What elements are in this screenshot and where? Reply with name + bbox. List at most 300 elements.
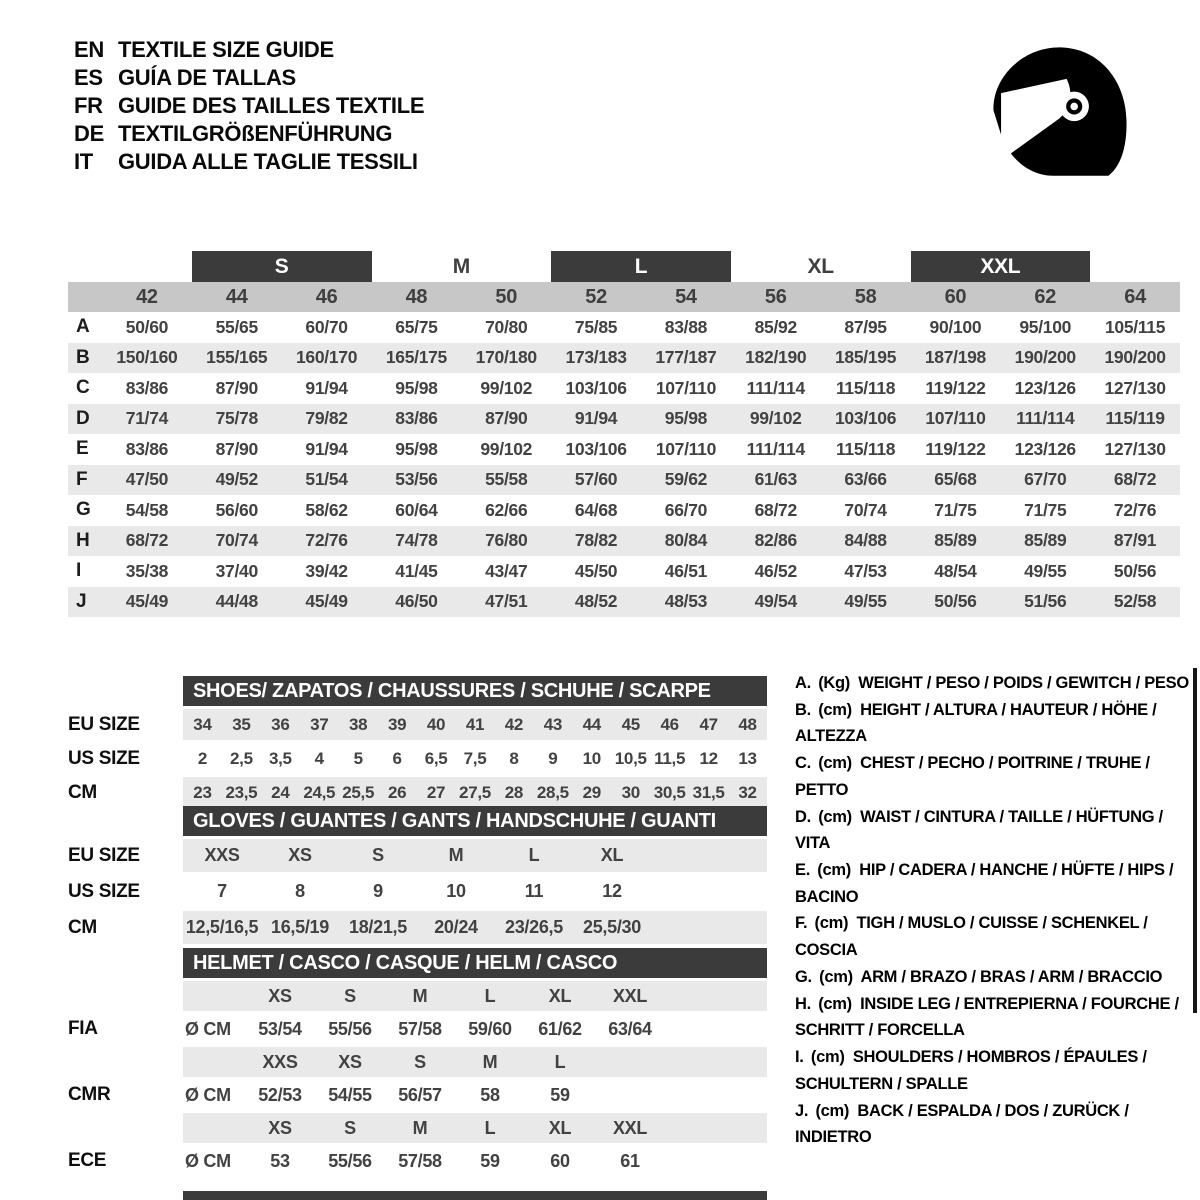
language-title: GUIDE DES TAILLES TEXTILE [118, 93, 425, 118]
glove-size-value: 20/24 [434, 917, 478, 937]
gloves-title: GLOVES / GUANTES / GANTS / HANDSCHUHE / GUANTI [193, 809, 716, 832]
helmet-unit: Ø CM [185, 1150, 231, 1171]
legend-item [795, 804, 1199, 857]
shoes-title-bar [183, 676, 767, 706]
size-value: 103/106 [565, 438, 627, 459]
shoe-size-value: 40 [426, 714, 446, 734]
helmet-standard-label: ECE [68, 1150, 107, 1171]
size-table-row [68, 465, 1180, 496]
size-value: 111/114 [746, 438, 805, 459]
legend-text: CHEST / PECHO / POITRINE / TRUHE / PETTO [795, 754, 1150, 799]
glove-size-value: 18/21,5 [349, 917, 407, 937]
helmet-standard-label: FIA [68, 1018, 98, 1039]
size-value: 103/106 [565, 377, 627, 398]
legend-item [795, 670, 1199, 697]
helmet-size-label: XL [548, 985, 572, 1006]
helmet-size-headers [183, 1047, 767, 1077]
size-value: 190/200 [1104, 347, 1166, 368]
helmet-size-label: S [414, 1051, 426, 1072]
helmet-values [183, 1146, 767, 1176]
size-value: 150/160 [116, 347, 178, 368]
helmet-value-row [68, 1014, 768, 1044]
helmet-section [68, 948, 768, 1176]
shoes-row [68, 743, 768, 774]
size-value: 35/38 [125, 560, 169, 581]
size-value: 71/75 [934, 499, 977, 520]
size-value: 84/88 [844, 530, 887, 551]
row-letter: C [76, 377, 90, 399]
legend-text: INSIDE LEG / ENTREPIERNA / FOURCHE / SCHRITT / FORCELLA [795, 994, 1179, 1040]
legend-key: C. [795, 754, 811, 773]
size-value: 48/52 [574, 591, 618, 612]
glove-size-value: L [528, 845, 540, 865]
glove-size-value: 16,5/19 [271, 917, 329, 937]
helmet-values [183, 1014, 767, 1044]
racing-helmet-icon [983, 36, 1135, 192]
helmet-size-label: S [344, 1117, 356, 1138]
legend-unit: (cm) [819, 967, 853, 986]
helmet-size-headers [183, 981, 767, 1011]
legend-key: E. [795, 861, 810, 880]
size-value: 115/118 [835, 438, 896, 459]
legend-text: TIGH / MUSLO / CUISSE / SCHENKEL / COSCIA [795, 914, 1148, 960]
size-value: 47/50 [125, 469, 169, 490]
size-value: 91/94 [305, 377, 348, 398]
shoe-size-value: 24,5 [303, 782, 336, 802]
size-value: 177/187 [655, 347, 717, 368]
legend-unit: (Kg) [818, 674, 850, 692]
size-value: 75/78 [215, 408, 258, 429]
size-value: 41/45 [395, 560, 438, 581]
legend-text: SHOULDERS / HOMBROS / ÉPAULES / SCHULTERN / SPALLE [795, 1048, 1147, 1093]
language-row [74, 36, 424, 64]
legend-unit: (cm) [814, 914, 849, 933]
size-value: 65/75 [395, 316, 438, 337]
language-row [74, 64, 424, 92]
size-value: 165/175 [385, 347, 447, 368]
legend-item [795, 1098, 1199, 1151]
row-label: EU SIZE [68, 713, 140, 735]
size-band: S [192, 251, 372, 282]
row-values [183, 839, 767, 872]
numeric-size: 54 [675, 285, 697, 308]
size-value: 83/86 [125, 438, 169, 459]
helmet-size-value: 59 [550, 1084, 570, 1105]
size-value: 182/190 [745, 347, 807, 368]
shoes-row [68, 777, 768, 808]
shoe-size-value: 9 [548, 748, 558, 768]
helmet-size-label: L [554, 1051, 566, 1072]
legend-text: HIP / CADERA / HANCHE / HÜFTE / HIPS / BACINO [795, 861, 1174, 906]
size-value: 123/126 [1014, 438, 1076, 459]
helmet-size-label: XS [268, 985, 292, 1006]
legend-text: HEIGHT / ALTURA / HAUTEUR / HÖHE / ALTEZZA [795, 700, 1157, 746]
shoe-size-value: 31,5 [692, 782, 725, 802]
size-value: 50/56 [934, 591, 977, 612]
shoe-size-value: 8 [509, 748, 519, 768]
shoe-size-value: 30 [621, 782, 640, 802]
size-table-row [68, 343, 1180, 374]
shoe-size-value: 37 [310, 714, 329, 734]
size-table-body [68, 312, 1180, 617]
size-value: 107/110 [655, 438, 717, 459]
glove-size-value: S [372, 845, 384, 865]
row-letter: A [76, 316, 90, 338]
shoe-size-value: 25,5 [342, 782, 375, 802]
size-value: 61/63 [754, 469, 797, 490]
size-value: 87/91 [1113, 530, 1157, 551]
helmet-size-label: XL [548, 1117, 572, 1138]
legend-item [795, 1044, 1199, 1097]
size-value: 50/60 [125, 316, 169, 337]
helmet-size-label: M [482, 1051, 498, 1072]
shoe-size-value: 39 [387, 714, 407, 734]
gloves-row [68, 875, 768, 908]
size-value: 119/122 [925, 438, 986, 459]
shoe-size-value: 27 [426, 782, 446, 802]
numeric-size: 52 [585, 285, 607, 308]
size-value: 46/51 [664, 560, 708, 581]
size-value: 37/40 [215, 560, 258, 581]
size-value: 63/66 [844, 469, 887, 490]
size-value: 55/65 [215, 316, 258, 337]
size-value: 87/90 [215, 377, 258, 398]
shoe-size-value: 36 [271, 714, 290, 734]
legend-key: H. [795, 994, 811, 1013]
size-value: 83/86 [125, 377, 169, 398]
shoe-size-value: 47 [699, 714, 718, 734]
row-letter: D [76, 407, 90, 429]
row-letter: E [76, 438, 89, 460]
shoe-size-value: 3,5 [268, 748, 292, 768]
language-code: ES [74, 65, 103, 90]
size-value: 52/58 [1113, 591, 1157, 612]
helmet-groups [68, 981, 768, 1176]
legend-unit: (cm) [815, 1101, 850, 1120]
helmet-sizes-row [68, 1047, 768, 1077]
size-value: 70/74 [215, 530, 258, 551]
helmet-size-label: L [484, 985, 496, 1006]
row-letter: H [76, 529, 90, 551]
language-row [74, 92, 424, 120]
legend-unit: (cm) [817, 861, 851, 880]
size-value: 87/95 [844, 316, 887, 337]
language-code: IT [74, 149, 93, 174]
legend-text: WEIGHT / PESO / POIDS / GEWITCH / PESO [858, 674, 1189, 692]
helmet-unit: Ø CM [185, 1018, 231, 1039]
size-value: 71/74 [125, 408, 169, 429]
size-value: 103/106 [834, 408, 897, 429]
size-value: 127/130 [1104, 377, 1166, 398]
size-value: 58/62 [305, 499, 348, 520]
size-value: 85/89 [1024, 530, 1067, 551]
shoe-size-value: 7,5 [463, 748, 487, 768]
size-value: 48/54 [934, 560, 977, 581]
helmet-size-value: 59/60 [468, 1018, 512, 1039]
row-label: CM [68, 781, 97, 803]
glove-size-value: 9 [373, 881, 383, 901]
row-letter: I [76, 560, 81, 582]
shoe-size-value: 28 [504, 782, 524, 802]
size-value: 62/66 [485, 499, 528, 520]
glove-size-value: 11 [524, 881, 544, 901]
numeric-size: 42 [136, 285, 158, 308]
helmet-size-value: 52/53 [258, 1084, 302, 1105]
helmet-size-label: XS [338, 1051, 362, 1072]
helmet-size-value: 57/58 [398, 1018, 442, 1039]
shoe-size-value: 29 [582, 782, 601, 802]
legend-unit: (cm) [818, 994, 852, 1013]
legend-item [795, 750, 1199, 803]
size-value: 66/70 [664, 499, 708, 520]
size-value: 59/62 [664, 469, 708, 490]
size-value: 60/70 [305, 316, 348, 337]
size-value: 99/102 [480, 377, 533, 398]
row-label: EU SIZE [68, 844, 140, 866]
size-value: 72/76 [1113, 499, 1157, 520]
row-letter: G [76, 499, 91, 521]
helmet-size-value: 60 [550, 1150, 570, 1171]
size-value: 111/114 [1016, 408, 1075, 429]
size-table-row [68, 404, 1180, 435]
size-value: 49/54 [754, 591, 797, 612]
row-values [183, 911, 767, 944]
size-value: 95/98 [664, 408, 708, 429]
glove-size-value: M [448, 845, 464, 865]
helmet-size-label: XXS [262, 1051, 298, 1072]
row-values [183, 743, 767, 774]
size-value: 187/198 [924, 347, 986, 368]
shoe-size-value: 2 [197, 748, 208, 768]
size-value: 85/92 [754, 316, 797, 337]
size-value: 54/58 [125, 499, 169, 520]
numeric-size: 48 [405, 285, 428, 308]
shoes-rows [68, 709, 768, 808]
size-value: 51/54 [305, 469, 348, 490]
helmet-value-row [68, 1146, 768, 1176]
helmet-title-bar [183, 948, 767, 978]
helmet-size-label: S [344, 985, 356, 1006]
size-value: 49/55 [844, 591, 887, 612]
shoe-size-value: 2,5 [230, 748, 253, 768]
size-value: 47/53 [844, 560, 887, 581]
helmet-size-value: 59 [480, 1150, 500, 1171]
language-title: TEXTILGRÖßENFÜHRUNG [118, 121, 393, 146]
measurement-legend [795, 670, 1199, 1151]
size-band: M [452, 254, 470, 278]
helmet-size-value: 56/57 [398, 1084, 442, 1105]
size-value: 155/165 [206, 347, 268, 368]
size-value: 87/90 [215, 438, 258, 459]
size-value: 76/80 [485, 530, 528, 551]
shoe-size-value: 23 [193, 782, 212, 802]
size-table-row [68, 312, 1180, 343]
glove-size-value: XXS [204, 845, 240, 865]
helmet-value-row [68, 1080, 768, 1110]
gloves-rows [68, 839, 768, 944]
size-value: 173/183 [565, 347, 627, 368]
size-table-row [68, 556, 1180, 587]
glove-size-value: 10 [446, 881, 466, 901]
size-value: 82/86 [754, 530, 797, 551]
shoe-size-value: 42 [504, 714, 524, 734]
legend-item [795, 857, 1199, 910]
helmet-size-label: XXL [612, 1117, 648, 1138]
helmet-size-value: 61/62 [538, 1018, 582, 1039]
numeric-size: 50 [495, 285, 518, 308]
gloves-row [68, 839, 768, 872]
numeric-size: 46 [315, 285, 338, 308]
size-value: 60/64 [395, 499, 438, 520]
helmet-size-headers [183, 1113, 767, 1143]
numeric-size: 62 [1034, 285, 1057, 308]
numeric-size: 58 [854, 285, 877, 308]
size-table-row [68, 495, 1180, 526]
legend-item [795, 697, 1199, 750]
shoe-size-value: 34 [193, 714, 212, 734]
helmet-size-value: 53/54 [258, 1018, 302, 1039]
size-value: 160/170 [295, 347, 358, 368]
size-value: 45/49 [305, 591, 348, 612]
shoe-size-value: 26 [387, 782, 407, 802]
shoes-section [68, 676, 768, 808]
shoe-size-value: 27,5 [459, 782, 491, 802]
row-label: US SIZE [68, 880, 140, 902]
shoes-row [68, 709, 768, 740]
legend-item [795, 964, 1199, 991]
size-band: XL [807, 254, 834, 278]
shoe-size-value: 46 [660, 714, 679, 734]
legend-unit: (cm) [818, 700, 852, 719]
shoe-size-value: 4 [314, 748, 324, 768]
row-label: CM [68, 916, 97, 938]
glove-size-value: 23/26,5 [505, 917, 563, 937]
helmet-size-label: M [412, 985, 428, 1006]
size-value: 44/48 [215, 591, 258, 612]
size-value: 55/58 [485, 469, 528, 490]
shoe-size-value: 11,5 [654, 748, 686, 768]
size-value: 46/50 [395, 591, 438, 612]
shoe-size-value: 38 [349, 714, 368, 734]
shoe-size-value: 6,5 [424, 748, 448, 768]
numeric-size: 64 [1124, 285, 1146, 308]
helmet-size-label: XXL [612, 985, 648, 1006]
size-value: 57/60 [574, 469, 618, 490]
row-label: US SIZE [68, 747, 140, 769]
helmet-size-label: M [412, 1117, 428, 1138]
size-value: 70/74 [844, 499, 887, 520]
size-value: 72/76 [305, 530, 348, 551]
legend-key: A. [795, 674, 811, 692]
language-title: GUIDA ALLE TAGLIE TESSILI [118, 149, 418, 174]
legend-key: G. [795, 967, 812, 986]
helmet-standard-label: CMR [68, 1084, 111, 1105]
helmet-size-value: 58 [480, 1084, 500, 1105]
size-value: 65/68 [934, 469, 977, 490]
helmet-size-value: 61 [620, 1150, 640, 1171]
size-table-row [68, 587, 1180, 618]
size-value: 51/56 [1024, 591, 1067, 612]
language-title: TEXTILE SIZE GUIDE [118, 37, 334, 62]
shoe-size-value: 43 [543, 714, 563, 734]
size-value: 107/110 [655, 377, 717, 398]
size-value: 70/80 [485, 316, 528, 337]
helmet-title: HELMET / CASCO / CASQUE / HELM / CASCO [193, 951, 618, 974]
legend-unit: (cm) [810, 1048, 845, 1067]
size-value: 99/102 [749, 408, 802, 429]
size-value: 95/98 [395, 438, 438, 459]
helmet-size-value: 54/55 [328, 1084, 372, 1105]
size-value: 45/49 [125, 591, 169, 612]
row-letter: J [76, 590, 87, 612]
helmet-size-value: 53 [270, 1150, 290, 1171]
size-value: 119/122 [925, 377, 986, 398]
language-row [74, 148, 424, 176]
size-value: 99/102 [480, 438, 533, 459]
size-value: 46/52 [754, 560, 797, 581]
helmet-sizes-row [68, 1113, 768, 1143]
size-value: 53/56 [395, 469, 438, 490]
numeric-size: 44 [225, 285, 248, 308]
legend-unit: (cm) [818, 807, 852, 826]
helmet-size-value: 55/56 [328, 1150, 372, 1171]
helmet-size-value: 57/58 [398, 1150, 442, 1171]
size-value: 49/52 [215, 469, 258, 490]
size-value: 43/47 [485, 560, 528, 581]
size-value: 78/82 [574, 530, 618, 551]
helmet-size-value: 63/64 [608, 1018, 652, 1039]
glove-size-value: 12,5/16,5 [185, 917, 259, 937]
helmet-size-value: 55/56 [328, 1018, 372, 1039]
row-letter: F [76, 468, 88, 490]
row-values [183, 777, 767, 808]
size-value: 74/78 [395, 530, 438, 551]
legend-text: WAIST / CINTURA / TAILLE / HÜFTUNG / VITA [795, 807, 1163, 853]
size-value: 68/72 [1113, 469, 1157, 490]
shoe-size-value: 28,5 [536, 782, 569, 802]
language-title: GUÍA DE TALLAS [118, 65, 296, 90]
glove-size-value: 25,5/30 [583, 917, 641, 937]
legend-text: BACK / ESPALDA / DOS / ZURÜCK / INDIETRO [795, 1101, 1129, 1147]
glove-size-value: 7 [217, 881, 227, 901]
size-value: 79/82 [305, 408, 348, 429]
helmet-values [183, 1080, 767, 1110]
numeric-size: 56 [764, 285, 787, 308]
size-value: 90/100 [929, 316, 982, 337]
helmet-size-label: L [484, 1117, 496, 1138]
language-code: FR [74, 93, 103, 118]
size-value: 48/53 [664, 591, 708, 612]
language-code: EN [74, 37, 104, 62]
legend-key: B. [795, 700, 811, 719]
helmet-sizes-row [68, 981, 768, 1011]
helmet-unit: Ø CM [185, 1084, 231, 1105]
helmet-size-label: XS [268, 1117, 292, 1138]
size-band-row [68, 251, 1180, 282]
size-value: 127/130 [1104, 438, 1166, 459]
legend-key: F. [795, 914, 808, 933]
shoe-size-value: 10 [582, 748, 601, 768]
shoe-size-value: 23,5 [225, 782, 258, 802]
size-value: 95/98 [395, 377, 438, 398]
size-value: 107/110 [925, 408, 986, 429]
size-value: 71/75 [1024, 499, 1067, 520]
numeric-size-header [68, 282, 1180, 312]
size-value: 83/88 [664, 316, 708, 337]
row-values [183, 709, 767, 740]
size-band: XXL [911, 251, 1091, 282]
size-value: 185/195 [834, 347, 897, 368]
